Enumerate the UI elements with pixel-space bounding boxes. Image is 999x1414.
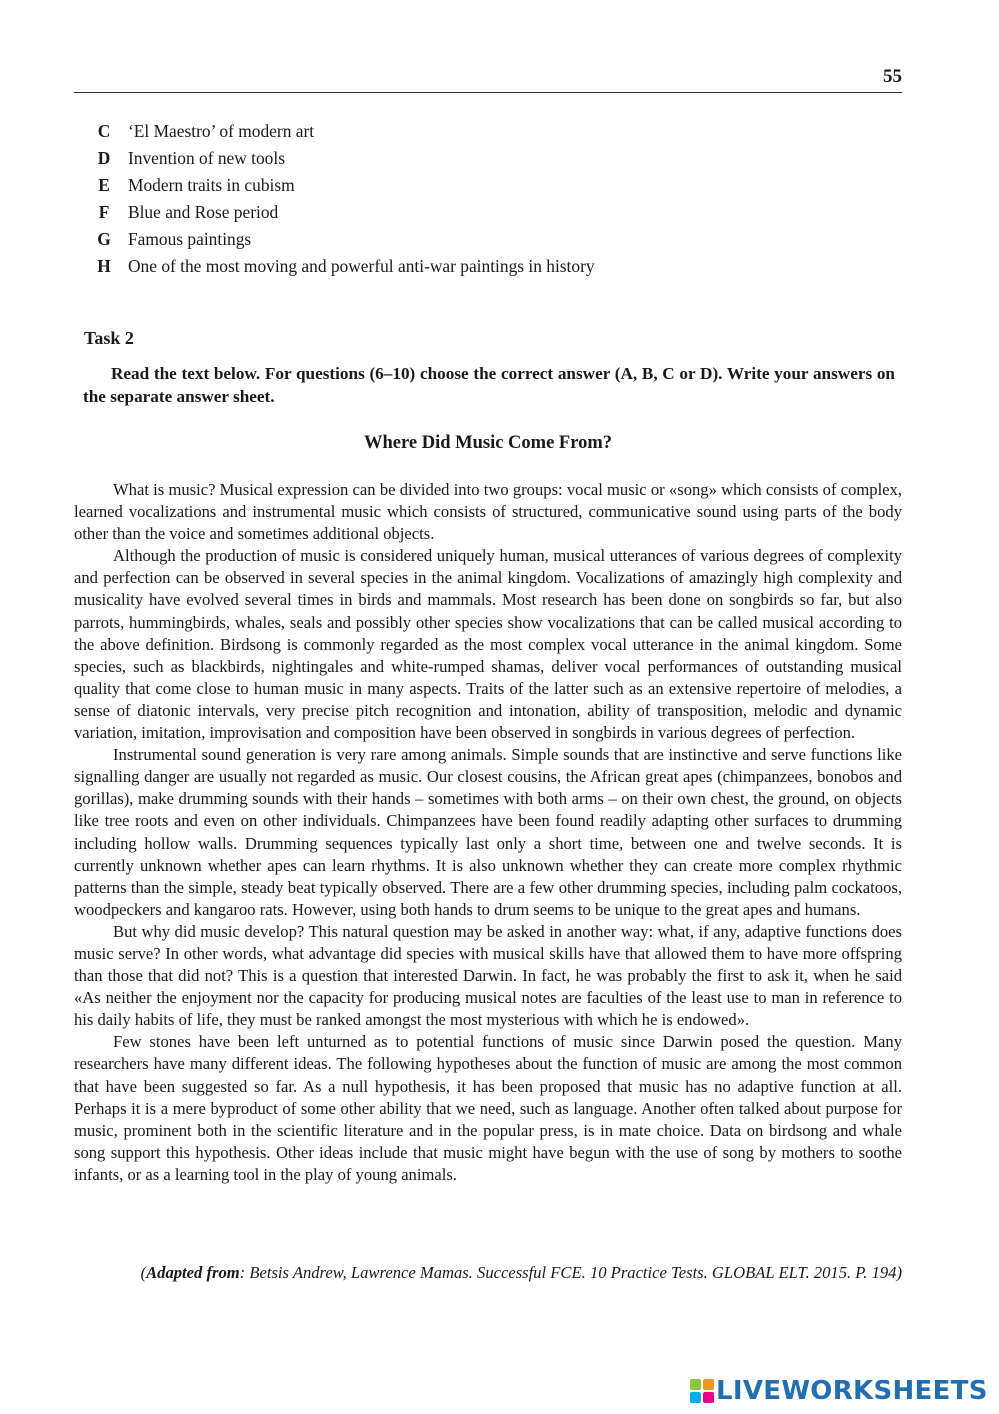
task-instructions: Read the text below. For questions (6–10) choose the correct answer (A, B, C or D). Write your answers on the separate answer sheet. bbox=[83, 364, 895, 406]
option-d bbox=[80, 147, 900, 174]
option-text: Invention of new tools bbox=[128, 148, 285, 168]
option-letter: F bbox=[98, 202, 110, 222]
paragraph-1: What is music? Musical expression can be divided into two groups: vocal music or «song» which consists of complex, learned vocalizations and instrumental music which consists of structured, communicative sound using parts of the body other than the voice and sometimes additional objects. bbox=[74, 480, 902, 544]
logo-square bbox=[703, 1379, 714, 1390]
option-letter: E bbox=[98, 175, 110, 195]
option-c bbox=[80, 120, 900, 147]
option-text: Famous paintings bbox=[128, 229, 252, 249]
reading-text bbox=[74, 479, 902, 1186]
logo-mark-icon bbox=[690, 1379, 714, 1403]
source-open: ( bbox=[140, 1263, 147, 1282]
option-e bbox=[80, 174, 900, 201]
logo-square bbox=[690, 1392, 701, 1403]
option-letter: G bbox=[97, 229, 111, 249]
option-g bbox=[80, 228, 900, 255]
text-title: Where Did Music Come From? bbox=[364, 433, 612, 453]
source-text: : Betsis Andrew, Lawrence Mamas. Successful FCE. 10 Practice Tests. GLOBAL ELT. 2015. P. 194) bbox=[239, 1263, 902, 1282]
logo-square bbox=[690, 1379, 701, 1390]
source-label: Adapted from bbox=[146, 1263, 240, 1282]
paragraph-3: Instrumental sound generation is very rare among animals. Simple sounds that are instinctive and serve functions like signalling danger are usually not regarded as music. Our closest cousins, the African great apes (chimpanzees, bonobos and gorillas), make drumming sounds with their hands – sometimes with both arms – on their own chest, the ground, on objects like tree roots and even on other individuals. Chimpanzees have been found readily adapting other surfaces to drumming including hollow walls. Drumming sequences typically last only a short time, between one and twelve seconds. It is currently unknown whether apes can learn rhythms. It is also unknown whether they can create more complex rhythmic patterns than the simple, steady beat typically observed. There are a few other drumming species, including palm cockatoos, woodpeckers and kangaroo rats. However, using both hands to drum seems to be unique to the great apes and humans. bbox=[74, 745, 902, 919]
option-text: One of the most moving and powerful anti-war paintings in history bbox=[128, 256, 595, 276]
option-h bbox=[80, 255, 900, 282]
option-letter: H bbox=[97, 256, 111, 276]
option-text: Modern traits in cubism bbox=[128, 175, 295, 195]
option-text: Blue and Rose period bbox=[128, 202, 279, 222]
option-text: ‘El Maestro’ of modern art bbox=[128, 121, 315, 141]
option-letter: D bbox=[97, 148, 111, 168]
logo-square bbox=[703, 1392, 714, 1403]
paragraph-5: Few stones have been left unturned as to potential functions of music since Darwin posed the question. Many researchers have many different ideas. The following hypotheses about the function of music are among the most common that have been suggested so far. As a null hypothesis, it has been proposed that music has no adaptive function at all. Perhaps it is a mere byproduct of some other ability that we need, such as language. Another often talked about purpose for music, prominent both in the scientific literature and in the popular press, is in mate choice. Data on birdsong and whale song support this hypothesis. Other ideas include that music might have begun with the use of song by mothers to soothe infants, or as a learning tool in the play of young animals. bbox=[74, 1032, 902, 1184]
paragraph-4: But why did music develop? This natural question may be asked in another way: what, if any, adaptive functions does music serve? In other words, what advantage did species with musical skills have that allowed them to have more offspring than those that did not? This is a question that interested Darwin. In fact, he was probably the first to ask it, when he said «As neither the enjoyment nor the capacity for producing musical notes are faculties of the least use to man in reference to his daily habits of life, they must be ranked amongst the most mysterious with which he is endowed». bbox=[74, 921, 902, 1030]
option-f bbox=[80, 201, 900, 228]
task-title: Task 2 bbox=[84, 328, 134, 348]
logo-text: LIVEWORKSHEETS bbox=[716, 1376, 988, 1406]
source-citation bbox=[74, 1262, 902, 1284]
header-rule bbox=[74, 92, 902, 93]
option-letter: C bbox=[97, 121, 111, 141]
paragraph-2: Although the production of music is considered uniquely human, musical utterances of various degrees of complexity and perfection can be observed in several species in the animal kingdom. Vocalizations of amazingly high complexity and musicality have evolved several times in birds and mammals. Most research has been done on songbirds so far, but also parrots, hummingbirds, whales, seals and possibly other species show vocalizations that can be called musical according to the above definition. Birdsong is commonly regarded as the most complex vocal utterance in the animal kingdom. Some species, such as blackbirds, nightingales and white-rumped shamas, deliver vocal performances of outstanding musical quality that come close to human music in many aspects. Traits of the latter such as an extensive repertoire of melodies, a sense of diatonic intervals, very precise pitch recognition and intonation, ability of transposition, melodic and dynamic variation, imitation, improvisation and composition have been observed in songbirds in various degrees of perfection. bbox=[74, 546, 902, 743]
options-list bbox=[80, 120, 900, 282]
page-number: 55 bbox=[883, 66, 902, 87]
liveworksheets-logo bbox=[690, 1376, 988, 1406]
